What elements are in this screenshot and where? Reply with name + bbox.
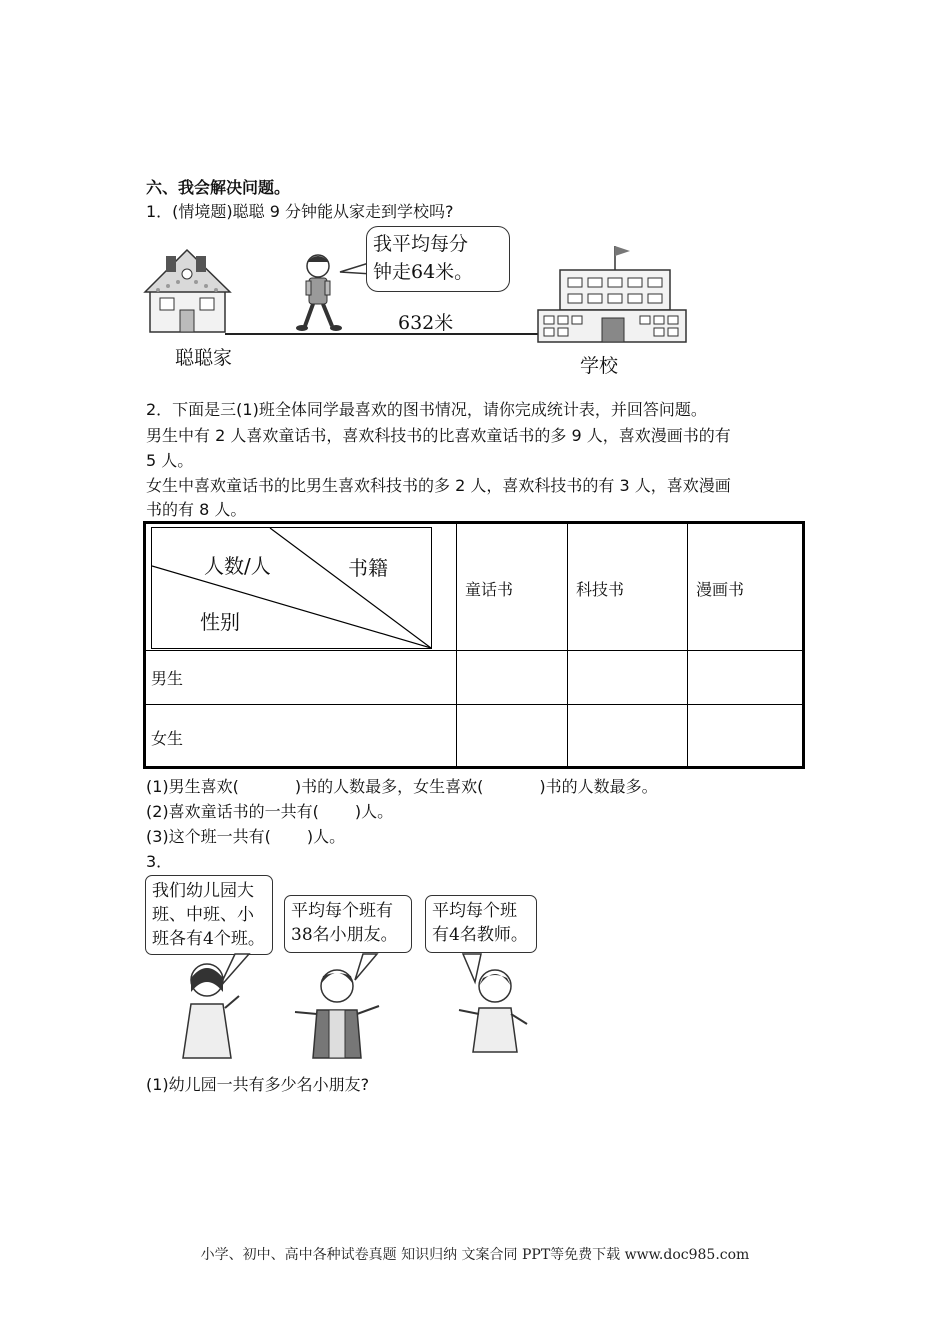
q2-sub1: [146, 775, 658, 799]
stat-table: [143, 521, 805, 769]
table-divider: [146, 704, 802, 705]
row-header: 男生: [151, 669, 184, 688]
q2-sub3-part-b: )人。: [306, 827, 346, 846]
speech-tail: [463, 954, 481, 982]
q2-sub3: [146, 825, 345, 849]
q3-bubble-2: [284, 895, 412, 953]
q1-prompt: 1．(情境题)聪聪 9 分钟能从家走到学校吗?: [146, 202, 454, 221]
q2-girls-line1: 女生中喜欢童话书的比男生喜欢科技书的多 2 人，喜欢科技书的有 3 人，喜欢漫画: [146, 476, 731, 495]
table-divider: [567, 524, 568, 766]
column-header: 漫画书: [696, 580, 745, 599]
bubble-line: 我们幼儿园大: [152, 881, 254, 901]
bubble-line: 平均每个班有: [291, 901, 393, 921]
bubble-line: 平均每个班: [432, 901, 517, 921]
q3-illustration: [145, 952, 545, 1062]
bubble-line: 38名小朋友。: [291, 925, 398, 945]
q2-boys-line2: 5 人。: [146, 451, 194, 470]
q2-girls-line2: 书的有 8 人。: [146, 500, 247, 519]
header-people-label: 人数/人: [204, 554, 271, 578]
section-title: 六、我会解决问题。: [146, 178, 291, 197]
school-icon: [538, 246, 686, 342]
speech-tail: [355, 954, 377, 980]
q1-speech-line1: 我平均每分: [373, 233, 469, 255]
bubble-line: 班各有4个班。: [152, 929, 265, 949]
table-divider: [456, 524, 457, 766]
q1-school-label: 学校: [580, 355, 619, 377]
q3-bubble-3: [425, 895, 537, 953]
diagonal-header: [151, 527, 432, 649]
house-icon: [145, 250, 230, 332]
q2-sub2: [146, 800, 393, 824]
q1-home-label: 聪聪家: [175, 347, 233, 369]
q2-sub3-part-a: (3)这个班一共有(: [146, 827, 271, 846]
q2-sub1-part-a: (1)男生喜欢(: [146, 777, 239, 796]
q3-sub1: (1)幼儿园一共有多少名小朋友?: [146, 1075, 370, 1094]
bubble-line: 有4名教师。: [432, 925, 528, 945]
boy-icon: [295, 970, 379, 1058]
q2-sub2-part-b: )人。: [354, 802, 394, 821]
column-header: 科技书: [576, 580, 625, 599]
row-header: 女生: [151, 729, 184, 748]
speech-tail: [219, 954, 249, 988]
column-header: 童话书: [465, 580, 514, 599]
q2-sub1-part-c: )书的人数最多。: [539, 777, 658, 796]
q2-prompt: 2．下面是三(1)班全体同学最喜欢的图书情况，请你完成统计表，并回答问题。: [146, 400, 707, 419]
q2-sub2-part-a: (2)喜欢童话书的一共有(: [146, 802, 319, 821]
page-footer: 小学、初中、高中各种试卷真题 知识归纳 文案合同 PPT等免费下载 www.doc985.com: [200, 1247, 750, 1263]
q1-speech-line2: 钟走64米。: [373, 261, 474, 283]
table-divider: [687, 524, 688, 766]
header-gender-label: 性别: [200, 610, 240, 634]
table-divider: [146, 650, 802, 651]
girl-icon: [459, 970, 527, 1052]
q3-children: [145, 952, 545, 1062]
diagonal-lines: [152, 528, 431, 648]
q2-boys-line1: 男生中有 2 人喜欢童话书，喜欢科技书的比喜欢童话书的多 9 人，喜欢漫画书的有: [146, 426, 731, 445]
q2-sub1-part-b: )书的人数最多，女生喜欢(: [294, 777, 484, 796]
q1-speech-bubble: [366, 226, 510, 292]
q1-distance: 632米: [398, 312, 454, 334]
q3-bubble-1: [145, 875, 273, 955]
girl-icon: [183, 964, 239, 1058]
bubble-line: 班、中班、小: [152, 905, 254, 925]
boy-icon: [296, 255, 342, 331]
header-books-label: 书籍: [348, 556, 388, 580]
q3-number: 3．: [146, 852, 173, 871]
